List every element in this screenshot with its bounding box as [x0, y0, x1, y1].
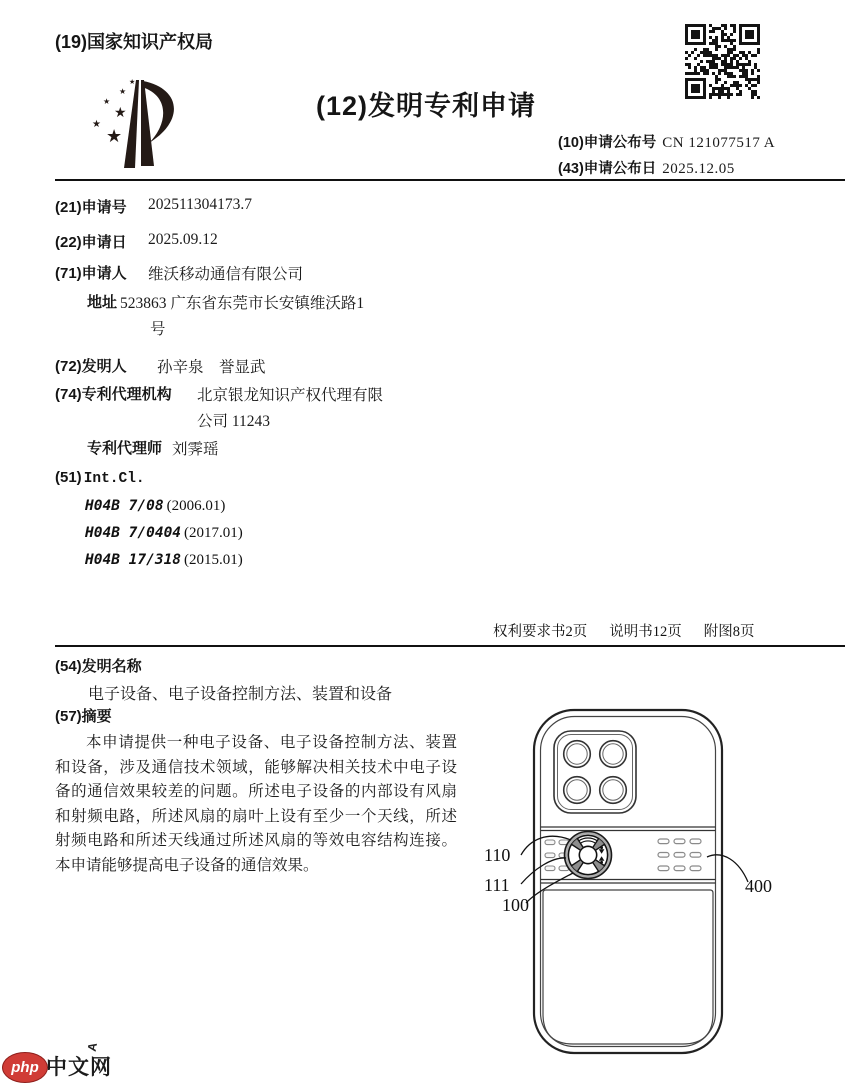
qr-code	[685, 24, 760, 99]
pub-no-value: CN 121077517 A	[662, 135, 776, 151]
watermark-brand: php	[11, 1059, 39, 1076]
logo-star-icon: ★	[114, 105, 127, 121]
inventors-value: 孙辛泉 誉显武	[157, 359, 266, 376]
document-type-title: (12)发明专利申请	[316, 91, 537, 121]
drawings-pages: 附图8页	[703, 624, 755, 640]
watermark-site-name: 中文网	[46, 1056, 112, 1079]
office-name: (19)国家知识产权局	[55, 32, 214, 52]
intcl-text: Int.Cl.	[83, 471, 145, 487]
classification-row	[85, 497, 225, 515]
figure-ref-111: 111	[484, 875, 510, 895]
pub-date-value: 2025.12.05	[662, 161, 735, 177]
figure-ref-100: 100	[502, 895, 529, 915]
logo-star-icon: ★	[103, 97, 111, 106]
agent-value: 刘霁瑶	[172, 441, 219, 458]
agency-label: (74)专利代理机构	[55, 386, 172, 403]
address-label: 地址	[87, 294, 118, 311]
app-number-value: 202511304173.7	[148, 196, 253, 213]
class-code: H04B 7/0404	[85, 525, 182, 541]
intcl-label: (51)	[55, 469, 82, 486]
classification-row	[85, 551, 243, 569]
filing-date-label: (22)申请日	[55, 234, 127, 251]
publication-date-row	[558, 157, 735, 178]
right-vent-grid	[658, 839, 701, 871]
class-code: H04B 17/318	[85, 552, 182, 568]
invention-title: 电子设备、电子设备控制方法、装置和设备	[88, 686, 393, 703]
invention-title-label: (54)发明名称	[55, 658, 142, 675]
class-version: (2017.01)	[184, 525, 243, 541]
patent-figure	[460, 700, 820, 1070]
logo-star-icon: ★	[106, 126, 123, 147]
intcl-row	[55, 469, 145, 487]
classification-row	[85, 524, 243, 542]
class-version: (2015.01)	[184, 552, 243, 568]
fan	[565, 832, 612, 879]
claims-pages: 权利要求书2页	[493, 624, 588, 640]
filing-date-value: 2025.09.12	[148, 231, 218, 248]
page-counts	[493, 620, 755, 641]
app-number-label: (21)申请号	[55, 199, 127, 216]
watermark-php-badge	[2, 1052, 48, 1083]
applicant-label: (71)申请人	[55, 265, 127, 282]
address-value: 523863 广东省东莞市长安镇维沃路1号	[120, 295, 365, 338]
figure-ref-110: 110	[484, 845, 511, 865]
camera-module	[554, 731, 636, 813]
applicant-value: 维沃移动通信有限公司	[148, 266, 304, 283]
publication-number-row	[558, 131, 775, 152]
logo-star-icon: ★	[119, 87, 127, 96]
inventors-label: (72)发明人	[55, 358, 127, 375]
watermark-mark: A	[84, 1041, 100, 1053]
agency-value: 北京银龙知识产权代理有限公司 11243	[197, 387, 384, 430]
class-version: (2006.01)	[166, 498, 226, 514]
header-divider	[55, 179, 845, 181]
cnipa-logo-graphic	[86, 76, 196, 180]
abstract-label: (57)摘要	[55, 708, 112, 725]
abstract-text: 本申请提供一种电子设备、电子设备控制方法、装置和设备，涉及通信技术领域，能够解决相关技术中电子设备的通信效果较差的问题。所述电子设备的内部设有风扇和射频电路，所述风扇的扇叶上设有至少一个天线，所述射频电路和所述天线通过所述风扇的等效电容结构连接。本申请能够提高电子设备的通信效果。	[55, 734, 457, 874]
pub-date-label: (43)申请公布日	[558, 161, 657, 177]
class-code: H04B 7/08	[85, 498, 164, 514]
figure-ref-400: 400	[745, 876, 772, 896]
cnipa-logo	[86, 76, 196, 180]
agent-label: 专利代理师	[87, 440, 163, 457]
description-pages: 说明书12页	[609, 624, 682, 640]
section-divider	[55, 645, 845, 647]
logo-star-icon: ★	[129, 78, 136, 86]
pub-no-label: (10)申请公布号	[558, 135, 657, 151]
logo-star-icon: ★	[92, 119, 101, 130]
